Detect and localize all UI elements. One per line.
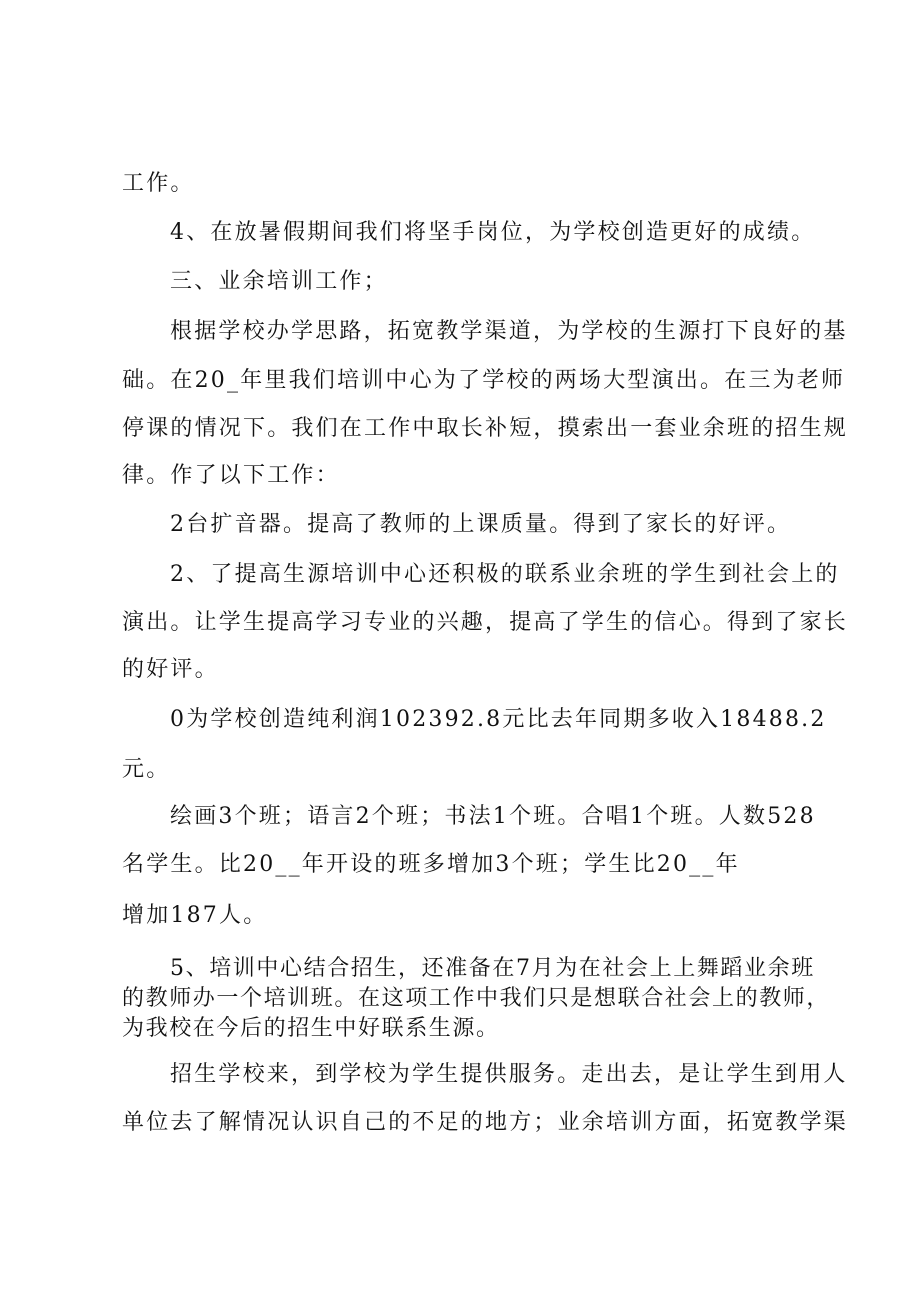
- text-line-19: 为我校在今后的招生中好联系生源。: [122, 1016, 500, 1041]
- text-line-21: 单位去了解情况认识自己的不足的地方；业余培训方面，拓宽教学渠: [122, 1110, 849, 1135]
- text-line-11: 的好评。: [122, 657, 219, 682]
- text-line-15: 名学生。比20__年开设的班多增加3个班；学生比20__年: [122, 852, 740, 877]
- text-line-16: 增加187人。: [122, 903, 268, 928]
- text-line-20: 招生学校来，到学校为学生提供服务。走出去，是让学生到用人: [170, 1062, 848, 1087]
- text-line-13: 元。: [122, 757, 171, 782]
- text-line-18: 的教师办一个培训班。在这项工作中我们只是想联合社会上的教师，: [122, 986, 831, 1011]
- text-line-12: 0为学校创造纯利润102392.8元比去年同期多收入18488.2: [170, 707, 827, 732]
- text-line-7: 律。作了以下工作：: [122, 463, 340, 488]
- text-line-4: 根据学校办学思路，拓宽教学渠道，为学校的生源打下良好的基: [170, 319, 848, 344]
- text-line-1: 工作。: [122, 171, 195, 196]
- text-line-6: 停课的情况下。我们在工作中取长补短，摸索出一套业余班的招生规: [122, 416, 849, 441]
- text-line-14: 绘画3个班；语言2个班；书法1个班。合唱1个班。人数528: [170, 804, 816, 829]
- text-line-10: 演出。让学生提高学习专业的兴趣，提高了学生的信心。得到了家长: [122, 610, 849, 635]
- text-line-17: 5、培训中心结合招生，还准备在7月为在社会上上舞蹈业余班: [170, 956, 815, 981]
- text-line-9: 2、了提高生源培训中心还积极的联系业余班的学生到社会上的: [170, 562, 840, 587]
- text-line-8: 2台扩音器。提高了教师的上课质量。得到了家长的好评。: [170, 512, 792, 537]
- text-line-3: 三、业余培训工作；: [170, 269, 388, 294]
- text-line-2: 4、在放暑假期间我们将坚手岗位，为学校创造更好的成绩。: [170, 220, 816, 245]
- text-line-5: 础。在20_年里我们培训中心为了学校的两场大型演出。在三为老师: [122, 368, 846, 393]
